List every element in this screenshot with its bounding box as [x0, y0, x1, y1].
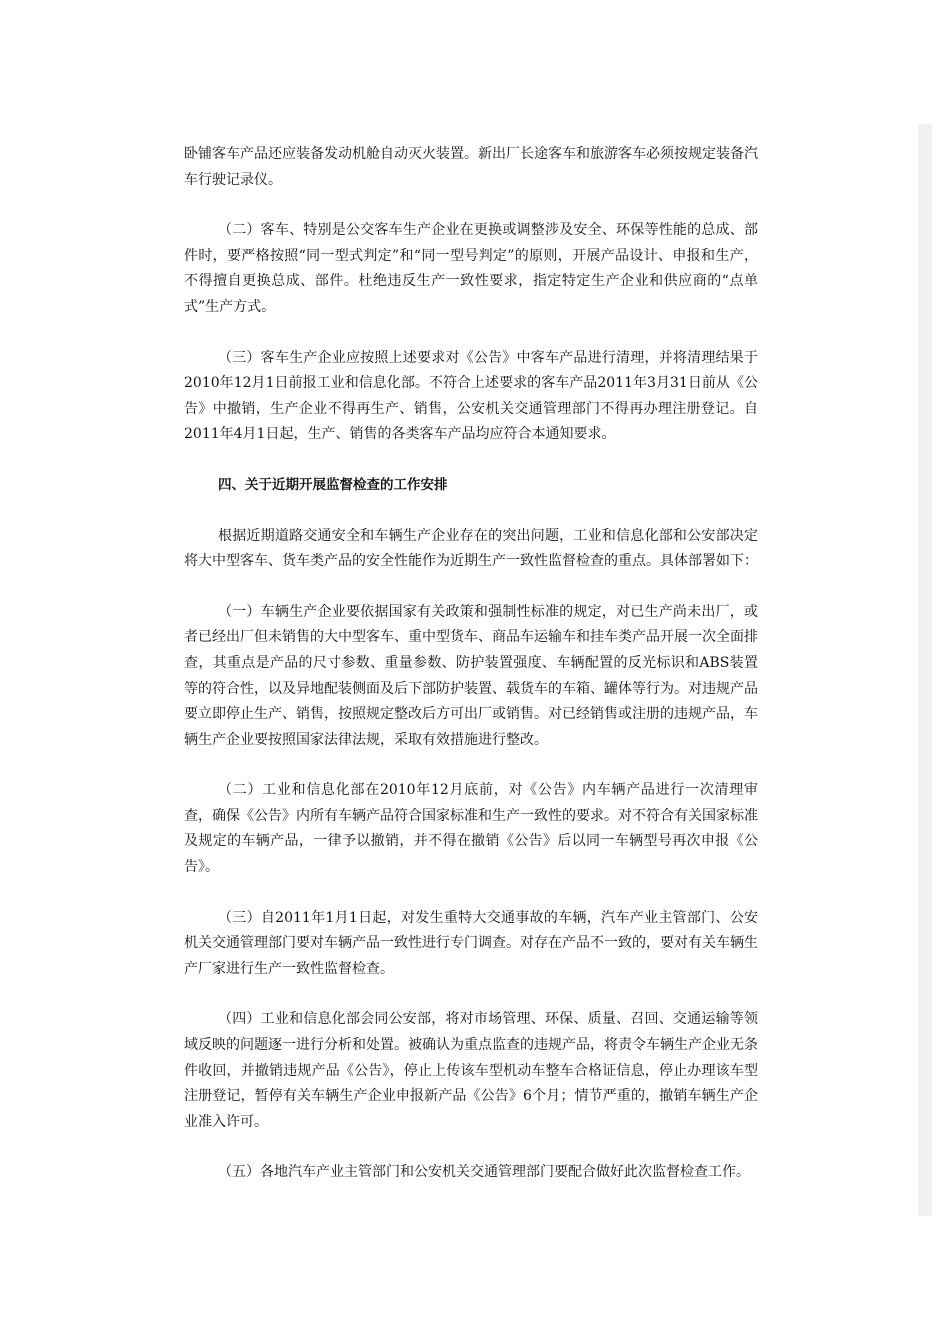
paragraph-item-2b: （二）工业和信息化部在2010年12月底前，对《公告》内车辆产品进行一次清理审查，确保《公告》内所有车辆产品符合国家标准和生产一致性的要求。对不符合有关国家标准及规定的车辆产品，一律予以撤销，并不得在撤销《公告》后以同一车辆型号再次申报《公告》。	[184, 782, 758, 876]
paragraph-item-1: （一）车辆生产企业要依据国家有关政策和强制性标准的规定，对已生产尚未出厂，或者已经出厂但未销售的大中型客车、重中型货车、商品车运输车和挂车类产品开展一次全面排查，其重点是产品的尺寸参数、重量参数、防护装置强度、车辆配置的反光标识和ABS装置等的符合性，以及异地配装侧面及后下部防护装置、载货车的车箱、罐体等行为。对违规产品要立即停止生产、销售，按照规定整改后方可出厂或销售。对已经销售或注册的违规产品，车辆生产企业要按照国家法律法规，采取有效措施进行整改。	[184, 603, 758, 748]
paragraph-item-3b: （三）自2011年1月1日起，对发生重特大交通事故的车辆，汽车产业主管部门、公安机关交通管理部门要对车辆产品一致性进行专门调查。对存在产品不一致的，要对有关车辆生产厂家进行生产一致性监督检查。	[184, 909, 758, 977]
paragraph-item-5: （五）各地汽车产业主管部门和公安机关交通管理部门要配合做好此次监督检查工作。	[218, 1164, 750, 1181]
paragraph-continued: 卧铺客车产品还应装备发动机舱自动灭火装置。新出厂长途客车和旅游客车必须按规定装备汽车行驶记录仪。	[184, 146, 758, 188]
paragraph-item-3: （三）客车生产企业应按照上述要求对《公告》中客车产品进行清理，并将清理结果于2010年12月1日前报工业和信息化部。不符合上述要求的客车产品2011年3月31日前从《公告》中撤销，生产企业不得再生产、销售，公安机关交通管理部门不得再办理注册登记。自2011年4月1日起，生产、销售的各类客车产品均应符合本通知要求。	[184, 349, 758, 443]
scrollbar-track[interactable]	[918, 124, 932, 1216]
paragraph-item-2: （二）客车、特别是公交客车生产企业在更换或调整涉及安全、环保等性能的总成、部件时，要严格按照“同一型式判定”和“同一型号判定”的原则，开展产品设计、申报和生产，不得擅自更换总成、部件。杜绝违反生产一致性要求，指定特定生产企业和供应商的“点单式”生产方式。	[184, 222, 758, 315]
document-page	[184, 142, 758, 1186]
paragraph-intro: 根据近期道路交通安全和车辆生产企业存在的突出问题，工业和信息化部和公安部决定将大中型客车、货车类产品的安全性能作为近期生产一致性监督检查的重点。具体部署如下：	[184, 527, 758, 570]
paragraph-item-4: （四）工业和信息化部会同公安部，将对市场管理、环保、质量、召回、交通运输等领域反映的问题逐一进行分析和处置。被确认为重点监查的违规产品，将责令车辆生产企业无条件收回，并撤销违规产品《公告》，停止上传该车型机动车整车合格证信息，停止办理该车型注册登记，暂停有关车辆生产企业申报新产品《公告》6个月；情节严重的，撤销车辆生产企业准入许可。	[184, 1011, 758, 1130]
section-heading: 四、关于近期开展监督检查的工作安排	[218, 476, 448, 493]
